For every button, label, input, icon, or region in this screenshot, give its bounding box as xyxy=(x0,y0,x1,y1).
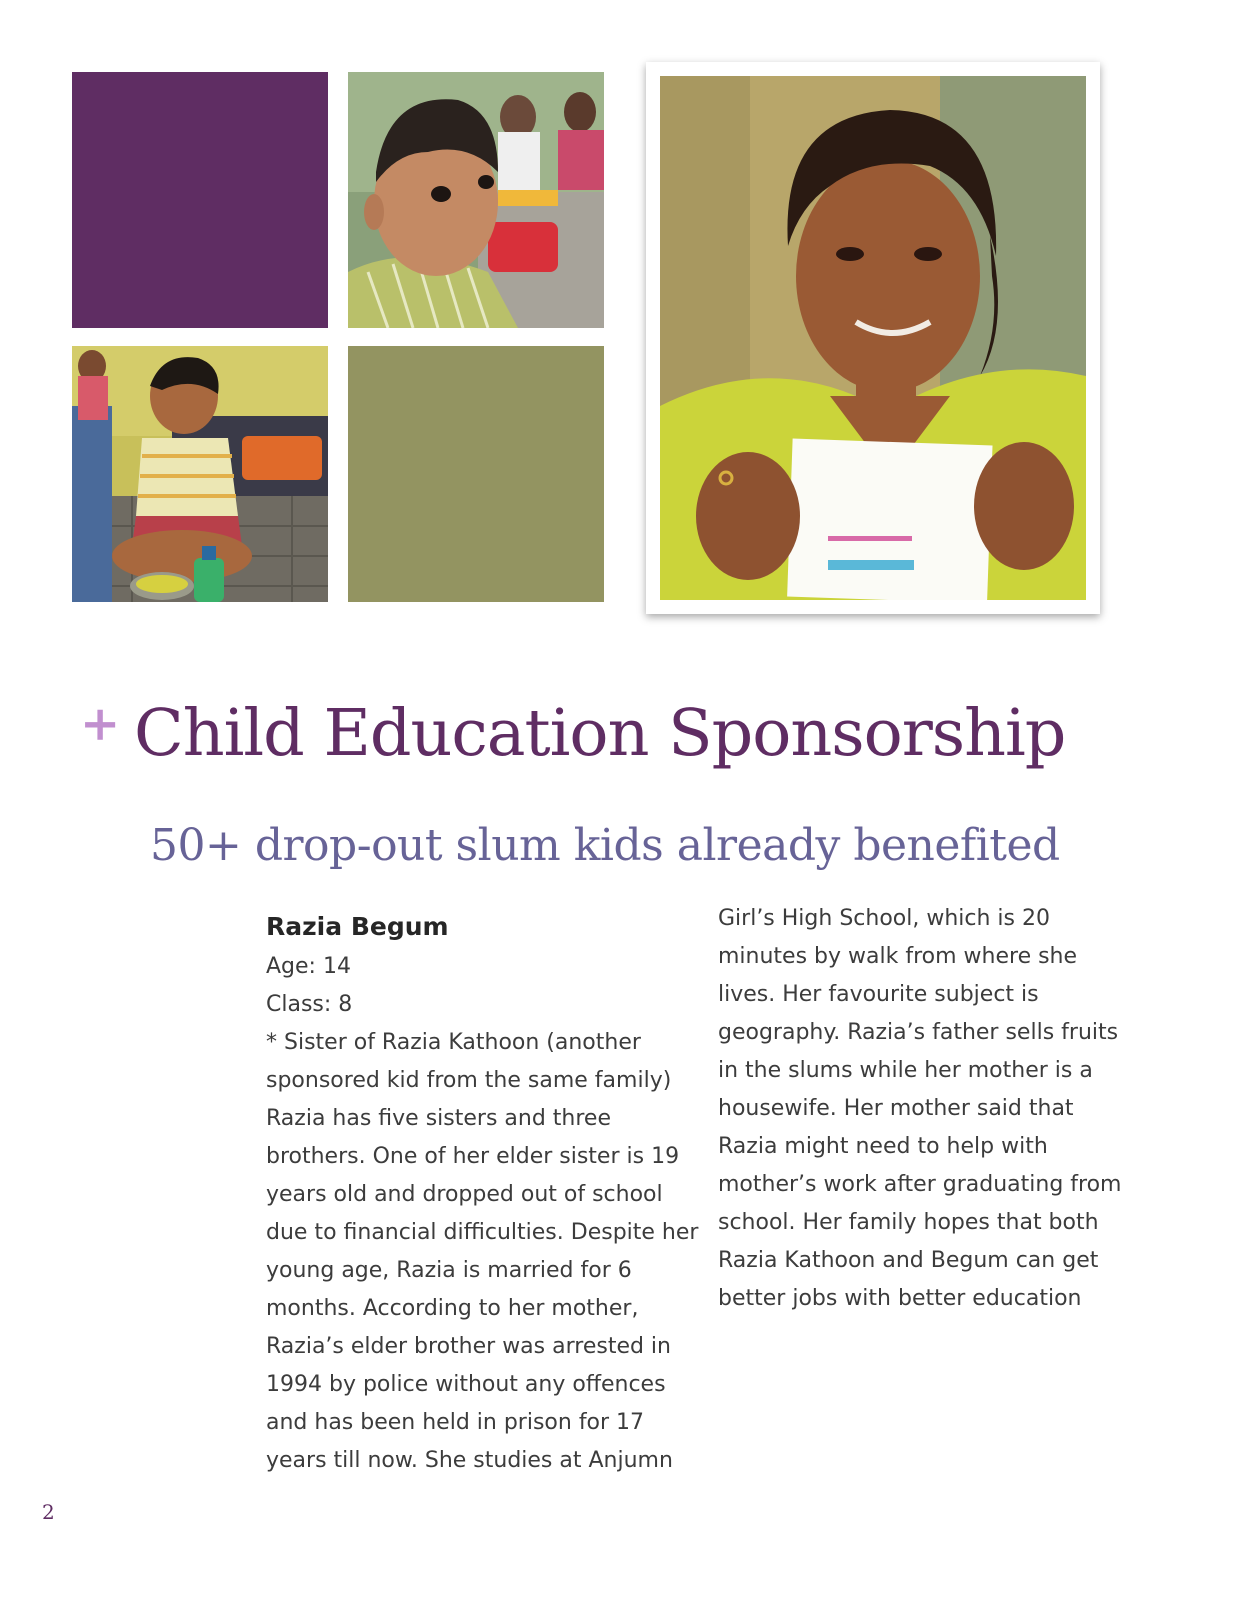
profile-column-right xyxy=(718,900,1128,1318)
page-number: 2 xyxy=(42,1500,55,1524)
page-title: Child Education Sponsorship xyxy=(134,696,1066,771)
photo-boy-looking-back xyxy=(348,72,604,328)
olive-color-tile xyxy=(348,346,604,602)
photo-smiling-boy xyxy=(72,346,328,602)
story-paragraph-part1: Razia has five sisters and three brothers. One of her elder sister is 19 years old and dropped out of school due to financial difficulties. Despite her young age, Razia is married for 6 months. According to her mother, Razia’s elder brother was arrested in 1994 by police without any offences and has been held in prison for 17 years till now. She studies at Anjumn xyxy=(266,1106,699,1473)
photo-razia-begum xyxy=(660,76,1086,600)
story-paragraph-part2: Girl’s High School, which is 20 minutes by walk from where she lives. Her favourite subject is geography. Razia’s father sells fruits in the slums while her mother is a housewife. Her mother said that Razia might need to help with mother’s work after graduating from school. Her family hopes that both Razia Kathoon and Begum can get better jobs with better education xyxy=(718,906,1122,1311)
child-name: Razia Begum xyxy=(266,912,449,941)
child-age: Age: 14 xyxy=(266,954,351,979)
sibling-note: * Sister of Razia Kathoon (another sponsored kid from the same family) xyxy=(266,1030,672,1093)
child-class: Class: 8 xyxy=(266,992,353,1017)
profile-column-left xyxy=(266,908,706,1480)
page-subtitle: 50+ drop-out slum kids already benefited xyxy=(150,820,1060,871)
plus-icon: + xyxy=(80,696,121,752)
purple-color-tile xyxy=(72,72,328,328)
